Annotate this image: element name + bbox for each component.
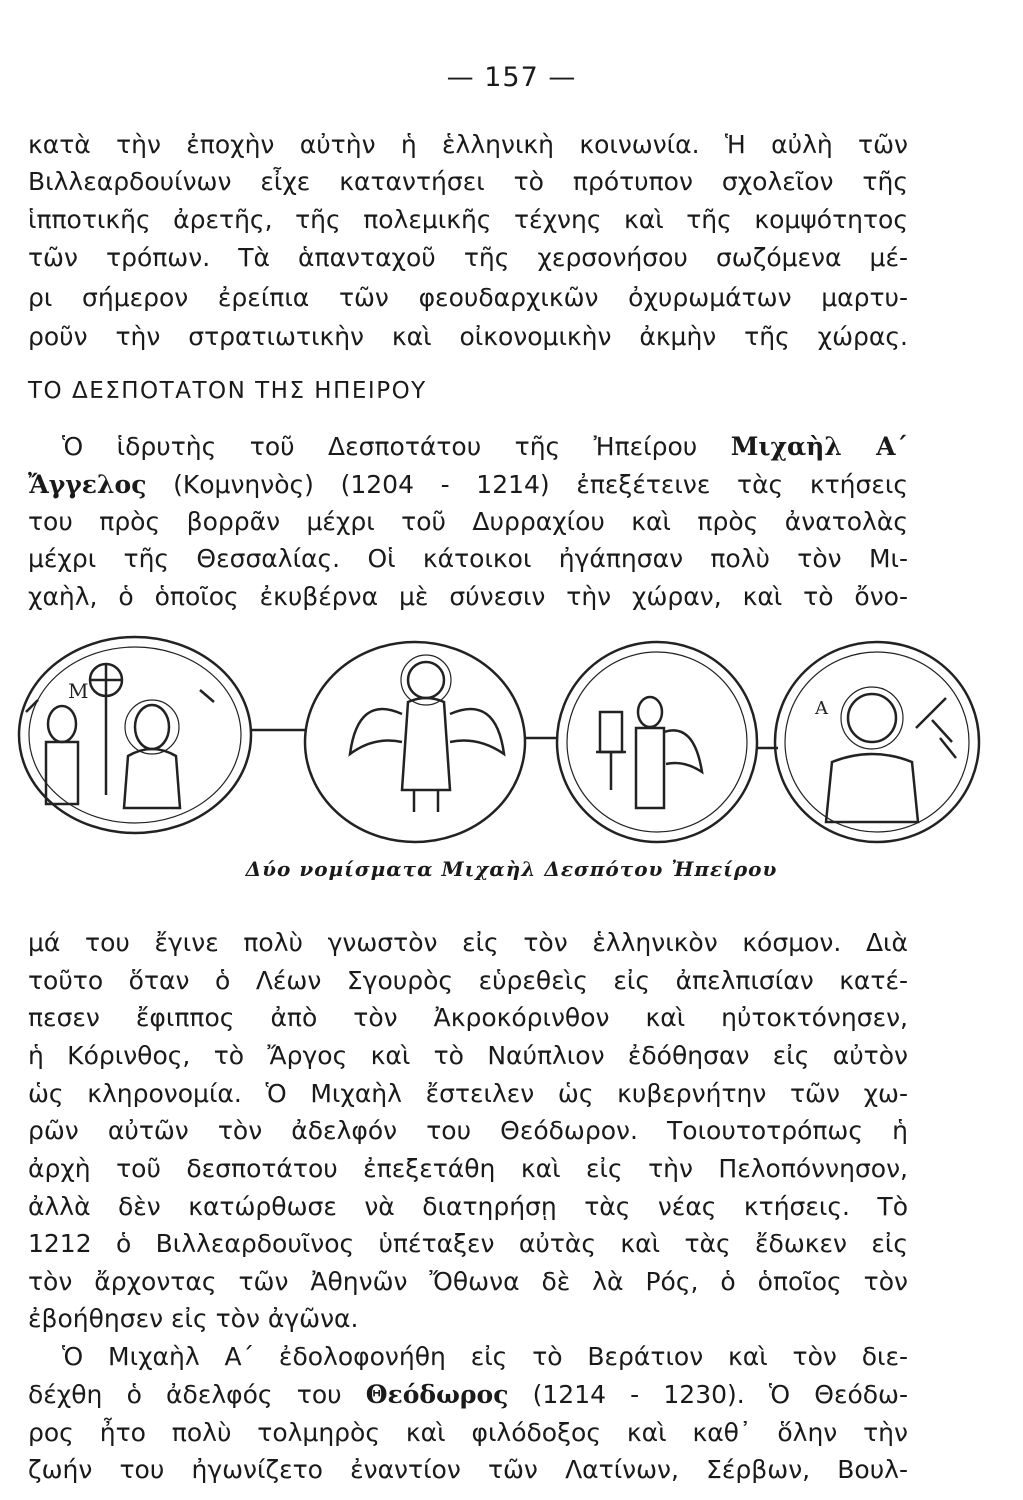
text-run: δέχθη ὁ ἀδελφός του <box>28 1380 342 1409</box>
text-line: ρι σήμερον ἐρείπια τῶν φεουδαρχικῶν ὀχυρωμάτων μαρτυ- <box>28 283 908 312</box>
text-line: ἀλλὰ δὲν κατώρθωσε νὰ διατηρήσῃ τὰς νέας κτήσεις. Τὸ <box>28 1192 908 1221</box>
coin-label: Μ <box>68 679 89 703</box>
text-line: μά του ἔγινε πολὺ γνωστὸν εἰς τὸν ἑλληνικὸν κόσμον. Διὰ <box>28 928 908 957</box>
bold-name: Μιχαὴλ Α΄ <box>730 432 909 461</box>
text-line: ροῦν τὴν στρατιωτικὴν καὶ οἰκονομικὴν ἀκμὴν τῆς χώρας. <box>28 322 908 351</box>
text-line: τοῦτο ὅταν ὁ Λέων Σγουρὸς εὑρεθεὶς εἰς ἀπελπισίαν κατέ- <box>28 966 908 995</box>
section-heading: ΤΟ ΔΕΣΠΟΤΑΤΟΝ ΤΗΣ ΗΠΕΙΡΟΥ <box>28 378 427 404</box>
coin-1-reverse <box>305 642 525 842</box>
text-line: χαὴλ, ὁ ὁποῖος ἐκυβέρνα μὲ σύνεσιν τὴν χώραν, καὶ τὸ ὄνο- <box>28 582 908 611</box>
text-line <box>28 1378 908 1412</box>
text-line: του πρὸς βορρᾶν μέχρι τοῦ Δυρραχίου καὶ πρὸς ἀνατολὰς <box>28 507 908 536</box>
text-line: Ὁ Μιχαὴλ Α΄ ἐδολοφονήθη εἰς τὸ Βεράτιον καὶ τὸν διε- <box>62 1342 908 1371</box>
coin-2-reverse <box>775 642 979 842</box>
text-line <box>28 468 908 502</box>
text-line: ρῶν αὐτῶν τὸν ἀδελφόν του Θεόδωρον. Τοιουτοτρόπως ἡ <box>28 1116 908 1145</box>
text-line: ἡ Κόρινθος, τὸ Ἄργος καὶ τὸ Ναύπλιον ἐδόθησαν εἰς αὐτὸν <box>28 1041 908 1070</box>
text-line: Βιλλεαρδουίνων εἶχε καταντήσει τὸ πρότυπον σχολεῖον τῆς <box>28 167 908 196</box>
figure-caption: Δύο νομίσματα Μιχαὴλ Δεσπότου Ἠπείρου <box>245 857 778 881</box>
text-line <box>62 430 908 464</box>
text-run: Ὁ ἱδρυτὴς τοῦ Δεσποτάτου τῆς Ἠπείρου <box>62 432 698 461</box>
text-line: κατὰ τὴν ἐποχὴν αὐτὴν ἡ ἑλληνικὴ κοινωνία. Ἡ αὐλὴ τῶν <box>28 130 908 159</box>
bold-name: Θεόδωρος <box>365 1380 509 1409</box>
text-line: ἀρχὴ τοῦ δεσποτάτου ἐπεξετάθη καὶ εἰς τὴν Πελοπόννησον, <box>28 1154 908 1183</box>
text-line: τὸν ἄρχοντας τῶν Ἀθηνῶν Ὄθωνα δὲ λὰ Ρός, ὁ ὁποῖος τὸν <box>28 1267 908 1296</box>
text-line: πεσεν ἔφιππος ἀπὸ τὸν Ἀκροκόρινθον καὶ ηὐτοκτόνησεν, <box>28 1003 908 1032</box>
text-run: (1214 - 1230). Ὁ Θεόδω- <box>532 1380 909 1409</box>
coins-illustration <box>10 630 1015 870</box>
text-line: ἐβοήθησεν εἰς τὸν ἀγῶνα. <box>28 1304 359 1333</box>
text-line: ζωήν του ἠγωνίζετο ἐναντίον τῶν Λατίνων, Σέρβων, Βουλ- <box>28 1455 908 1484</box>
text-line: 1212 ὁ Βιλλεαρδουῖνος ὑπέταξεν αὐτὰς καὶ τὰς ἔδωκεν εἰς <box>28 1229 908 1258</box>
text-line: τῶν τρόπων. Τὰ ἁπανταχοῦ τῆς χερσονήσου σωζόμενα μέ- <box>28 243 908 272</box>
text-line: ρος ἦτο πολὺ τολμηρὸς καὶ φιλόδοξος καὶ καθ᾽ ὅλην τὴν <box>28 1418 908 1447</box>
coin-2-obverse <box>557 642 757 842</box>
bold-name: Ἄγγελος <box>28 470 147 499</box>
text-line: ὡς κληρονομία. Ὁ Μιχαὴλ ἔστειλεν ὡς κυβερνήτην τῶν χω- <box>28 1079 908 1108</box>
page-number: — 157 — <box>446 62 577 93</box>
coin-label: Α <box>815 698 828 719</box>
text-line: μέχρι τῆς Θεσσαλίας. Οἱ κάτοικοι ἠγάπησαν πολὺ τὸν Μι- <box>28 544 908 573</box>
text-line: ἱπποτικῆς ἀρετῆς, τῆς πολεμικῆς τέχνης καὶ τῆς κομψότητος <box>28 205 908 234</box>
coin-1-obverse <box>19 637 251 833</box>
text-run: (Κομνηνὸς) (1204 - 1214) ἐπεξέτεινε τὰς κτήσεις <box>173 470 909 499</box>
